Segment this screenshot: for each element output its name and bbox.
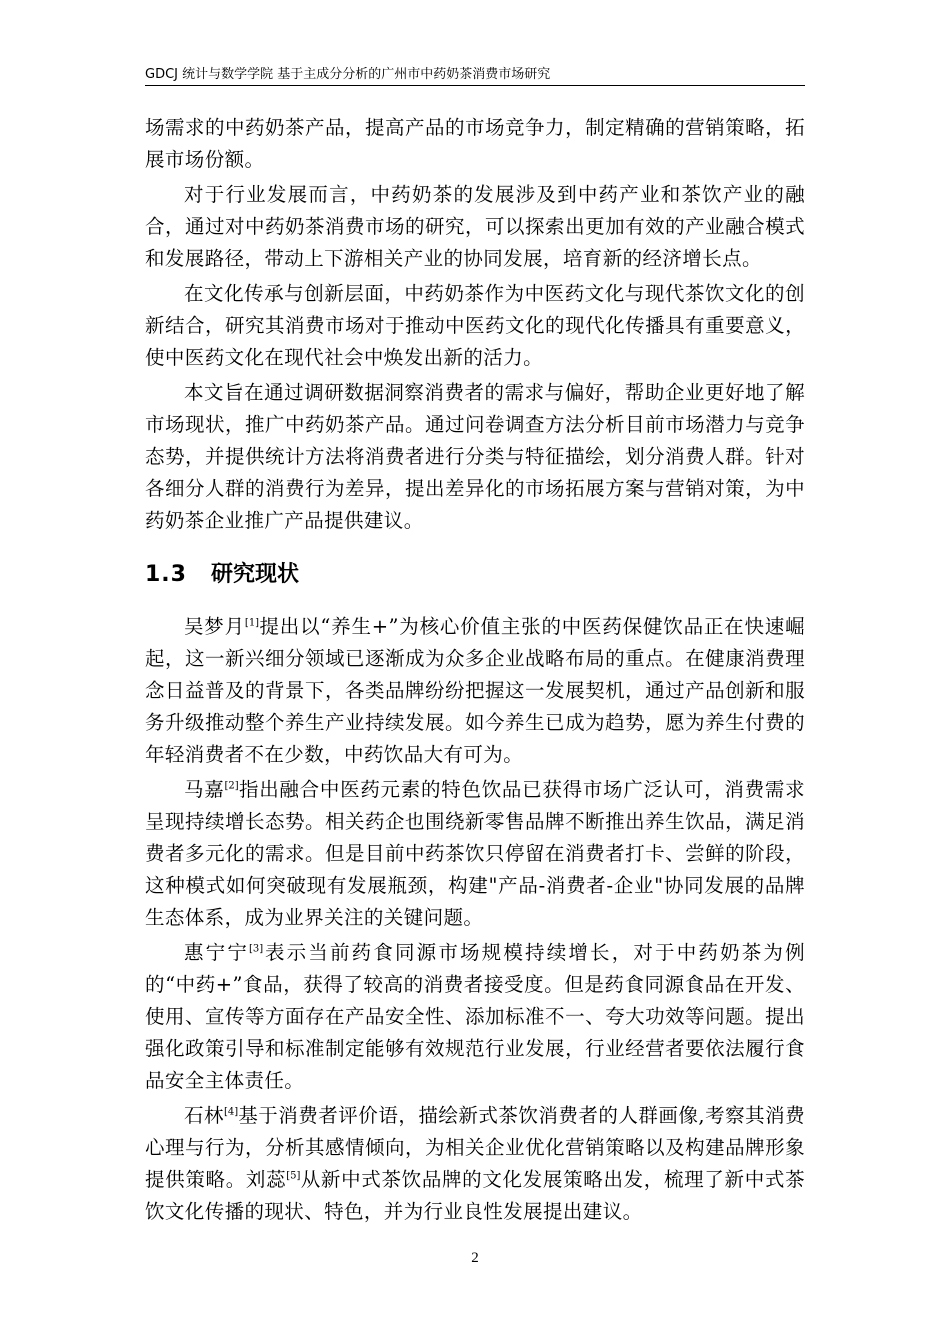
paragraph-lit-1 bbox=[145, 611, 805, 771]
paragraph-lit-2 bbox=[145, 774, 805, 934]
author-name: 吴梦月 bbox=[184, 615, 245, 638]
author-name: 刘蕊 bbox=[245, 1168, 287, 1191]
citation-marker[interactable]: [1] bbox=[244, 617, 260, 629]
running-header: GDCJ 统计与数学学院 基于主成分分析的广州市中药奶茶消费市场研究 bbox=[145, 67, 551, 82]
paragraph-text: 表示当前药食同源市场规模持续增长，对于中药奶茶为例的“中药+”食品，获得了较高的消费者接受度。但是药食同源食品在开发、使用、宣传等方面存在产品安全性、添加标准不一、夸大功效等问题。提出强化政策引导和标准制定能够有效规范行业发展，行业经营者要依法履行食品安全主体责任。 bbox=[145, 941, 805, 1092]
citation-marker[interactable]: [5] bbox=[286, 1170, 301, 1182]
paragraph-purpose: 本文旨在通过调研数据洞察消费者的需求与偏好，帮助企业更好地了解市场现状，推广中药奶茶产品。通过问卷调查方法分析目前市场潜力与竞争态势，并提供统计方法将消费者进行分类与特征描绘，划分消费人群。针对各细分人群的消费行为差异，提出差异化的市场拓展方案与营销对策，为中药奶茶企业推广产品提供建议。 bbox=[145, 381, 805, 532]
citation-marker[interactable]: [2] bbox=[224, 780, 239, 792]
paragraph-lit-3 bbox=[145, 937, 805, 1097]
body-text bbox=[145, 112, 805, 1231]
paragraph-text: 从新中式茶饮品牌的文化发展策略出发，梳理了新中式茶饮文化传播的现状、特色，并为行业良性发展提出建议。 bbox=[145, 1168, 805, 1223]
paragraph-text: 提出以“养生+”为核心价值主张的中医药保健饮品正在快速崛起，这一新兴细分领域已逐渐成为众多企业战略布局的重点。在健康消费理念日益普及的背景下，各类品牌纷纷把握这一发展契机，通过产品创新和服务升级推动整个养生产业持续发展。如今养生已成为趋势，愿为养生付费的年轻消费者不在少数，中药饮品大有可为。 bbox=[145, 615, 805, 766]
section-number: 1.3 bbox=[145, 562, 187, 587]
author-name: 石林 bbox=[184, 1104, 225, 1127]
paragraph-lit-4 bbox=[145, 1100, 805, 1228]
citation-marker[interactable]: [4] bbox=[224, 1106, 239, 1118]
section-heading bbox=[145, 559, 805, 591]
paragraph-continued: 场需求的中药奶茶产品，提高产品的市场竞争力，制定精确的营销策略，拓展市场份额。 bbox=[145, 116, 805, 171]
page-number: 2 bbox=[471, 1250, 479, 1266]
paragraph-text: 基于消费者评价语，描绘新式茶饮消费者的人群画像,考察其消费心理与行为，分析其感情倾向，为相关企业优化营销策略以及构建品牌形象提供策略。 bbox=[145, 1104, 805, 1191]
author-name: 惠宁宁 bbox=[184, 941, 250, 964]
paragraph-text: 指出融合中医药元素的特色饮品已获得市场广泛认可，消费需求呈现持续增长态势。相关药企也围绕新零售品牌不断推出养生饮品，满足消费者多元化的需求。但是目前中药茶饮只停留在消费者打卡、尝鲜的阶段，这种模式如何突破现有发展瓶颈，构建"产品-消费者-企业"协同发展的品牌生态体系，成为业界关注的关键问题。 bbox=[145, 778, 805, 929]
paragraph-culture: 在文化传承与创新层面，中药奶茶作为中医药文化与现代茶饮文化的创新结合，研究其消费市场对于推动中医药文化的现代化传播具有重要意义，使中医药文化在现代社会中焕发出新的活力。 bbox=[145, 282, 805, 369]
section-title: 研究现状 bbox=[211, 562, 300, 587]
paragraph-industry: 对于行业发展而言，中药奶茶的发展涉及到中药产业和茶饮产业的融合，通过对中药奶茶消费市场的研究，可以探索出更加有效的产业融合模式和发展路径，带动上下游相关产业的协同发展，培育新的经济增长点。 bbox=[145, 183, 805, 270]
header-rule bbox=[145, 85, 805, 86]
citation-marker[interactable]: [3] bbox=[249, 943, 264, 955]
author-name: 马嘉 bbox=[184, 778, 225, 801]
